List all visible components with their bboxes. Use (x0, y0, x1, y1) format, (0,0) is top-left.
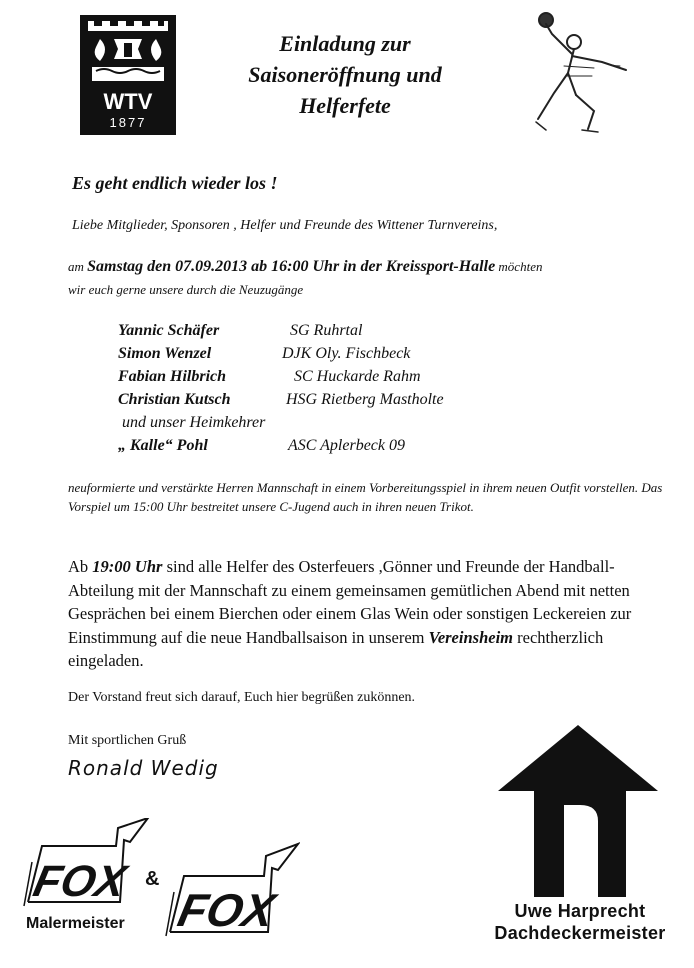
returnee-name: „ Kalle“ Pohl (118, 437, 208, 454)
date-line (68, 258, 542, 276)
page-title (205, 28, 485, 121)
closing-greeting: Mit sportlichen Gruß (68, 733, 187, 748)
main-time: 19:00 Uhr (92, 557, 163, 576)
newcomer-club: SG Ruhrtal (290, 322, 363, 339)
headline: Es geht endlich wieder los ! (72, 173, 278, 193)
title-line: Helferfete (299, 93, 391, 118)
intro-paragraph: neuformierte und verstärkte Herren Mannschaft in einem Vorbereitungsspiel in ihrem neuen Outfit vorstellen. Das Vorspiel um 15:00 Uhr bestreitet unsere C-Jugend auch in ihren neuen Trikot. (68, 480, 663, 514)
handball-player-icon (512, 6, 636, 138)
title-line: Einladung zur (279, 31, 411, 56)
newcomer-row (118, 345, 411, 363)
newcomer-club: DJK Oly. Fischbeck (282, 345, 411, 362)
title-line: Saisoneröffnung und (248, 62, 442, 87)
newcomer-club: SC Huckarde Rahm (294, 368, 421, 385)
returnee-intro: und unser Heimkehrer (122, 414, 266, 431)
date-prefix: am (68, 259, 88, 274)
fox-logo-text: FOX (173, 884, 280, 936)
signature: Ronald Wedig (68, 756, 219, 780)
logo-year: 1877 (109, 115, 147, 130)
newcomer-name: Fabian Hilbrich (118, 368, 227, 385)
harprecht-house-logo (498, 725, 658, 897)
board-note: Der Vorstand freut sich darauf, Euch hier begrüßen zukönnen. (68, 690, 416, 705)
harprecht-name: Uwe Harprecht (514, 901, 646, 921)
fox-logo (20, 818, 150, 910)
fox-caption: Malermeister (26, 915, 125, 932)
returnee-row (118, 437, 406, 455)
harprecht-title: Dachdeckermeister (494, 923, 666, 943)
newcomer-row (118, 368, 421, 386)
main-start: Ab (68, 557, 93, 576)
newcomer-name: Christian Kutsch (118, 391, 231, 408)
main-paragraph (68, 555, 668, 673)
greeting: Liebe Mitglieder, Sponsoren , Helfer und Freunde des Wittener Turnvereins, (72, 218, 498, 233)
date-suffix: möchten (495, 259, 543, 274)
main-place: Vereinsheim (428, 627, 513, 647)
wtv-club-logo (80, 15, 176, 135)
newcomer-name: Simon Wenzel (118, 345, 212, 362)
newcomer-row (118, 322, 363, 340)
fox-logo-text: FOX (29, 857, 131, 906)
newcomer-row (118, 391, 444, 409)
date-line-continued: wir euch gerne unsere durch die Neuzugänge (68, 282, 304, 297)
newcomer-name: Yannic Schäfer (118, 322, 220, 339)
sponsor-ampersand: & (145, 868, 160, 890)
fox-logo (160, 840, 300, 940)
returnee-club: ASC Aplerbeck 09 (288, 437, 406, 454)
harprecht-caption (470, 900, 690, 944)
newcomer-club: HSG Rietberg Mastholte (286, 391, 444, 408)
main-end: rechtherzlich eingeladen. (68, 627, 604, 670)
main-middle: sind alle Helfer des Osterfeuers ,Gönner und Freunde der Handball-Abteilung mit der Mannschaft zu einem gemeinsamen gemütlichen Abend mit netten Gesprächen bei einem Bierchen oder einem Glas Wein oder sonstigen Leckereien zur Einstimmung auf die neue Handballsaison in unserem (68, 557, 632, 647)
logo-text: WTV (103, 89, 153, 114)
date-highlight: Samstag den 07.09.2013 ab 16:00 Uhr in der Kreissport-Halle (87, 258, 496, 275)
